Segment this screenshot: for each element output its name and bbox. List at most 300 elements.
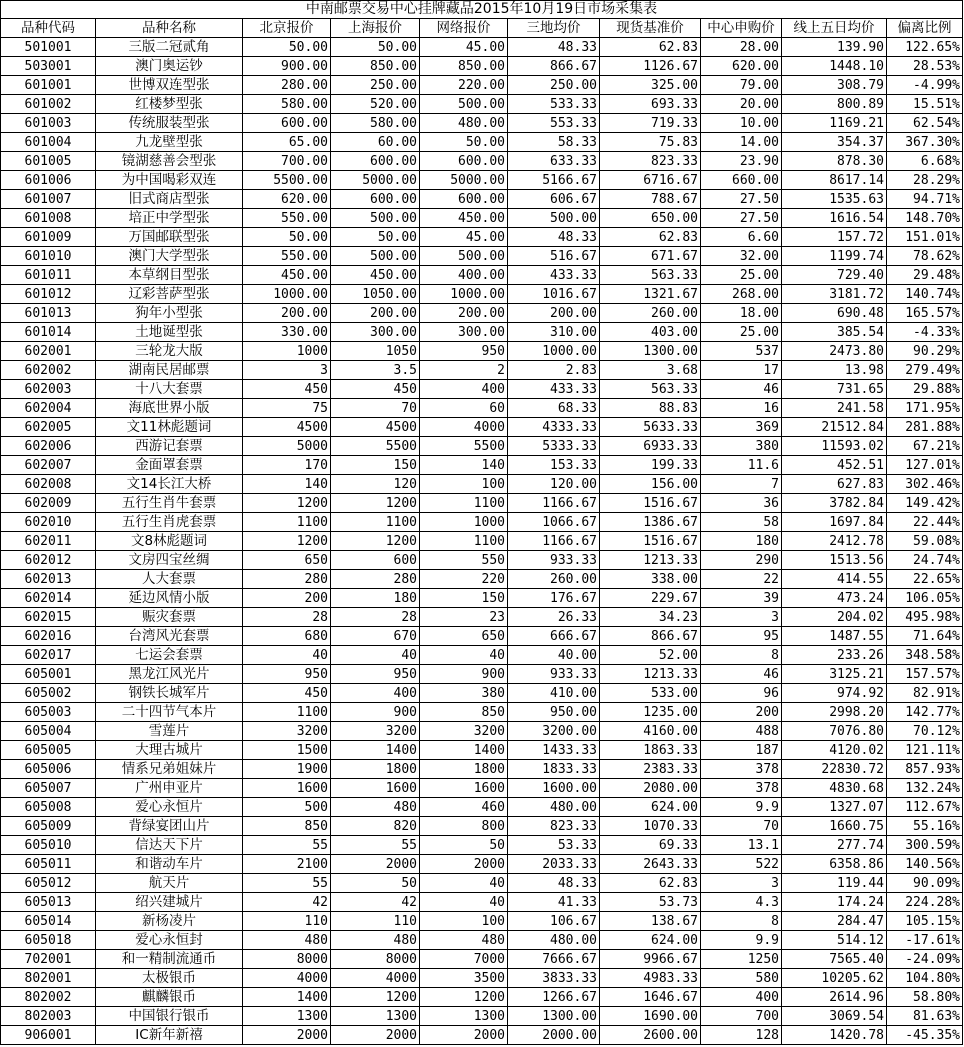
cell-center-purchase-price: 3	[701, 608, 782, 627]
cell-shanghai-price: 3200	[331, 722, 420, 741]
cell-center-purchase-price: 79.00	[701, 76, 782, 95]
cell-spot-base-price: 624.00	[600, 931, 701, 950]
cell-shanghai-price: 110	[331, 912, 420, 931]
cell-online-price: 300.00	[420, 323, 508, 342]
cell-online-5day-avg: 8617.14	[782, 171, 887, 190]
cell-shanghai-price: 50	[331, 874, 420, 893]
cell-online-5day-avg: 157.72	[782, 228, 887, 247]
cell-online-price: 1100	[420, 494, 508, 513]
cell-deviation-ratio: 90.09%	[887, 874, 963, 893]
cell-beijing-price: 42	[243, 893, 331, 912]
cell-spot-base-price: 2643.33	[600, 855, 701, 874]
cell-beijing-price: 1600	[243, 779, 331, 798]
cell-shanghai-price: 1800	[331, 760, 420, 779]
cell-deviation-ratio: 112.67%	[887, 798, 963, 817]
cell-online-5day-avg: 7565.40	[782, 950, 887, 969]
table-row	[1, 380, 963, 399]
cell-beijing-price: 450	[243, 380, 331, 399]
cell-name: 湖南民居邮票	[96, 361, 243, 380]
cell-center-purchase-price: 580	[701, 969, 782, 988]
cell-three-city-avg: 250.00	[508, 76, 600, 95]
cell-deviation-ratio: 302.46%	[887, 475, 963, 494]
table-row	[1, 190, 963, 209]
cell-online-5day-avg: 13.98	[782, 361, 887, 380]
table-row	[1, 703, 963, 722]
cell-online-price: 40	[420, 646, 508, 665]
cell-online-5day-avg: 354.37	[782, 133, 887, 152]
cell-beijing-price: 2100	[243, 855, 331, 874]
cell-center-purchase-price: 400	[701, 988, 782, 1007]
cell-online-price: 40	[420, 893, 508, 912]
cell-name: 文14长江大桥	[96, 475, 243, 494]
cell-center-purchase-price: 36	[701, 494, 782, 513]
cell-shanghai-price: 600.00	[331, 152, 420, 171]
cell-online-5day-avg: 204.02	[782, 608, 887, 627]
cell-online-price: 200.00	[420, 304, 508, 323]
cell-name: 万国邮联型张	[96, 228, 243, 247]
cell-name: 绍兴建城片	[96, 893, 243, 912]
table-row	[1, 1026, 963, 1045]
cell-online-price: 460	[420, 798, 508, 817]
cell-shanghai-price: 5500	[331, 437, 420, 456]
cell-name: 中国银行银币	[96, 1007, 243, 1026]
cell-center-purchase-price: 6.60	[701, 228, 782, 247]
cell-beijing-price: 55	[243, 874, 331, 893]
cell-spot-base-price: 260.00	[600, 304, 701, 323]
cell-online-5day-avg: 174.24	[782, 893, 887, 912]
cell-beijing-price: 550.00	[243, 209, 331, 228]
cell-name: 延边风情小版	[96, 589, 243, 608]
cell-name: 金面罩套票	[96, 456, 243, 475]
cell-shanghai-price: 3.5	[331, 361, 420, 380]
cell-three-city-avg: 410.00	[508, 684, 600, 703]
cell-three-city-avg: 533.33	[508, 95, 600, 114]
cell-online-5day-avg: 731.65	[782, 380, 887, 399]
cell-online-5day-avg: 4830.68	[782, 779, 887, 798]
table-row	[1, 38, 963, 57]
cell-three-city-avg: 2.83	[508, 361, 600, 380]
cell-three-city-avg: 48.33	[508, 38, 600, 57]
cell-deviation-ratio: 149.42%	[887, 494, 963, 513]
cell-deviation-ratio: 495.98%	[887, 608, 963, 627]
cell-center-purchase-price: 3	[701, 874, 782, 893]
cell-deviation-ratio: 28.53%	[887, 57, 963, 76]
cell-three-city-avg: 176.67	[508, 589, 600, 608]
cell-deviation-ratio: 94.71%	[887, 190, 963, 209]
cell-name: IC新年新禧	[96, 1026, 243, 1045]
cell-name: 台湾风光套票	[96, 627, 243, 646]
cell-beijing-price: 50.00	[243, 38, 331, 57]
cell-name: 十八大套票	[96, 380, 243, 399]
cell-name: 麒麟银币	[96, 988, 243, 1007]
cell-deviation-ratio: -45.35%	[887, 1026, 963, 1045]
cell-code: 802001	[1, 969, 96, 988]
cell-code: 602010	[1, 513, 96, 532]
cell-deviation-ratio: 132.24%	[887, 779, 963, 798]
cell-beijing-price: 280.00	[243, 76, 331, 95]
cell-name: 三轮龙大版	[96, 342, 243, 361]
cell-center-purchase-price: 268.00	[701, 285, 782, 304]
cell-center-purchase-price: 180	[701, 532, 782, 551]
cell-deviation-ratio: 62.54%	[887, 114, 963, 133]
cell-beijing-price: 28	[243, 608, 331, 627]
table-row	[1, 874, 963, 893]
cell-deviation-ratio: -17.61%	[887, 931, 963, 950]
cell-beijing-price: 330.00	[243, 323, 331, 342]
cell-deviation-ratio: 81.63%	[887, 1007, 963, 1026]
cell-beijing-price: 950	[243, 665, 331, 684]
table-row	[1, 133, 963, 152]
cell-center-purchase-price: 9.9	[701, 931, 782, 950]
cell-online-5day-avg: 2473.80	[782, 342, 887, 361]
cell-beijing-price: 170	[243, 456, 331, 475]
column-header-online-price: 网络报价	[420, 19, 508, 38]
cell-center-purchase-price: 20.00	[701, 95, 782, 114]
cell-three-city-avg: 553.33	[508, 114, 600, 133]
cell-code: 501001	[1, 38, 96, 57]
cell-online-price: 1300	[420, 1007, 508, 1026]
column-header-three-city-avg: 三地均价	[508, 19, 600, 38]
cell-spot-base-price: 199.33	[600, 456, 701, 475]
cell-three-city-avg: 1300.00	[508, 1007, 600, 1026]
cell-spot-base-price: 75.83	[600, 133, 701, 152]
table-row	[1, 950, 963, 969]
cell-spot-base-price: 671.67	[600, 247, 701, 266]
cell-deviation-ratio: 165.57%	[887, 304, 963, 323]
cell-spot-base-price: 866.67	[600, 627, 701, 646]
cell-online-5day-avg: 414.55	[782, 570, 887, 589]
cell-shanghai-price: 670	[331, 627, 420, 646]
cell-code: 602012	[1, 551, 96, 570]
cell-code: 601009	[1, 228, 96, 247]
cell-spot-base-price: 6933.33	[600, 437, 701, 456]
cell-center-purchase-price: 380	[701, 437, 782, 456]
cell-shanghai-price: 1050	[331, 342, 420, 361]
cell-deviation-ratio: 140.56%	[887, 855, 963, 874]
cell-online-5day-avg: 974.92	[782, 684, 887, 703]
cell-name: 文11林彪题词	[96, 418, 243, 437]
cell-center-purchase-price: 70	[701, 817, 782, 836]
cell-three-city-avg: 950.00	[508, 703, 600, 722]
cell-center-purchase-price: 187	[701, 741, 782, 760]
cell-name: 土地诞型张	[96, 323, 243, 342]
cell-beijing-price: 450	[243, 684, 331, 703]
cell-name: 红楼梦型张	[96, 95, 243, 114]
cell-shanghai-price: 1200	[331, 532, 420, 551]
cell-spot-base-price: 4160.00	[600, 722, 701, 741]
cell-beijing-price: 5000	[243, 437, 331, 456]
cell-spot-base-price: 1646.67	[600, 988, 701, 1007]
cell-code: 602008	[1, 475, 96, 494]
cell-online-price: 23	[420, 608, 508, 627]
cell-online-price: 1800	[420, 760, 508, 779]
cell-online-price: 5000.00	[420, 171, 508, 190]
cell-code: 605012	[1, 874, 96, 893]
cell-online-5day-avg: 1420.78	[782, 1026, 887, 1045]
cell-deviation-ratio: 122.65%	[887, 38, 963, 57]
cell-online-price: 100	[420, 475, 508, 494]
cell-code: 601010	[1, 247, 96, 266]
cell-spot-base-price: 1126.67	[600, 57, 701, 76]
table-row	[1, 114, 963, 133]
cell-deviation-ratio: -24.09%	[887, 950, 963, 969]
cell-spot-base-price: 156.00	[600, 475, 701, 494]
cell-three-city-avg: 68.33	[508, 399, 600, 418]
table-row	[1, 361, 963, 380]
cell-deviation-ratio: 127.01%	[887, 456, 963, 475]
cell-shanghai-price: 2000	[331, 855, 420, 874]
cell-code: 605014	[1, 912, 96, 931]
cell-shanghai-price: 5000.00	[331, 171, 420, 190]
cell-name: 辽彩菩萨型张	[96, 285, 243, 304]
cell-code: 602009	[1, 494, 96, 513]
table-row	[1, 95, 963, 114]
cell-deviation-ratio: 300.59%	[887, 836, 963, 855]
cell-online-5day-avg: 4120.02	[782, 741, 887, 760]
cell-online-5day-avg: 1169.21	[782, 114, 887, 133]
cell-online-price: 1000	[420, 513, 508, 532]
cell-online-5day-avg: 514.12	[782, 931, 887, 950]
cell-name: 信达天下片	[96, 836, 243, 855]
cell-shanghai-price: 820	[331, 817, 420, 836]
cell-center-purchase-price: 17	[701, 361, 782, 380]
cell-spot-base-price: 650.00	[600, 209, 701, 228]
cell-online-5day-avg: 1199.74	[782, 247, 887, 266]
table-row	[1, 969, 963, 988]
cell-three-city-avg: 866.67	[508, 57, 600, 76]
cell-beijing-price: 1100	[243, 703, 331, 722]
cell-code: 605013	[1, 893, 96, 912]
cell-online-price: 100	[420, 912, 508, 931]
cell-beijing-price: 1200	[243, 494, 331, 513]
cell-deviation-ratio: 157.57%	[887, 665, 963, 684]
cell-center-purchase-price: 8	[701, 646, 782, 665]
cell-three-city-avg: 53.33	[508, 836, 600, 855]
cell-shanghai-price: 40	[331, 646, 420, 665]
cell-online-price: 1000.00	[420, 285, 508, 304]
cell-spot-base-price: 2080.00	[600, 779, 701, 798]
cell-three-city-avg: 40.00	[508, 646, 600, 665]
cell-online-5day-avg: 3069.54	[782, 1007, 887, 1026]
cell-spot-base-price: 34.23	[600, 608, 701, 627]
cell-deviation-ratio: 82.91%	[887, 684, 963, 703]
cell-beijing-price: 650	[243, 551, 331, 570]
table-row	[1, 285, 963, 304]
table-row	[1, 266, 963, 285]
cell-beijing-price: 500	[243, 798, 331, 817]
table-row	[1, 627, 963, 646]
cell-spot-base-price: 1300.00	[600, 342, 701, 361]
cell-code: 601003	[1, 114, 96, 133]
cell-online-5day-avg: 473.24	[782, 589, 887, 608]
cell-three-city-avg: 933.33	[508, 551, 600, 570]
table-row	[1, 722, 963, 741]
cell-name: 情系兄弟姐妹片	[96, 760, 243, 779]
cell-center-purchase-price: 27.50	[701, 209, 782, 228]
cell-name: 雪莲片	[96, 722, 243, 741]
cell-beijing-price: 110	[243, 912, 331, 931]
cell-online-price: 480.00	[420, 114, 508, 133]
cell-code: 601011	[1, 266, 96, 285]
table-row	[1, 323, 963, 342]
cell-spot-base-price: 403.00	[600, 323, 701, 342]
cell-shanghai-price: 1100	[331, 513, 420, 532]
cell-center-purchase-price: 522	[701, 855, 782, 874]
table-row	[1, 779, 963, 798]
cell-shanghai-price: 450.00	[331, 266, 420, 285]
cell-shanghai-price: 580.00	[331, 114, 420, 133]
cell-three-city-avg: 480.00	[508, 798, 600, 817]
cell-online-price: 480	[420, 931, 508, 950]
cell-center-purchase-price: 46	[701, 665, 782, 684]
cell-center-purchase-price: 4.3	[701, 893, 782, 912]
table-row	[1, 760, 963, 779]
cell-name: 澳门奥运钞	[96, 57, 243, 76]
cell-beijing-price: 900.00	[243, 57, 331, 76]
cell-online-price: 4000	[420, 418, 508, 437]
cell-three-city-avg: 1600.00	[508, 779, 600, 798]
cell-online-5day-avg: 6358.86	[782, 855, 887, 874]
table-row	[1, 209, 963, 228]
cell-name: 黑龙江风光片	[96, 665, 243, 684]
cell-name: 狗年小型张	[96, 304, 243, 323]
table-row	[1, 684, 963, 703]
cell-three-city-avg: 3200.00	[508, 722, 600, 741]
cell-center-purchase-price: 620.00	[701, 57, 782, 76]
cell-online-5day-avg: 1487.55	[782, 627, 887, 646]
cell-shanghai-price: 120	[331, 475, 420, 494]
cell-code: 605018	[1, 931, 96, 950]
cell-spot-base-price: 1321.67	[600, 285, 701, 304]
cell-three-city-avg: 41.33	[508, 893, 600, 912]
sheet-title: 中南邮票交易中心挂牌藏品2015年10月19日市场采集表	[1, 1, 963, 19]
cell-beijing-price: 1500	[243, 741, 331, 760]
cell-three-city-avg: 2000.00	[508, 1026, 600, 1045]
cell-name: 为中国喝彩双连	[96, 171, 243, 190]
cell-online-5day-avg: 284.47	[782, 912, 887, 931]
cell-three-city-avg: 48.33	[508, 874, 600, 893]
table-row	[1, 855, 963, 874]
cell-beijing-price: 4000	[243, 969, 331, 988]
cell-spot-base-price: 62.83	[600, 874, 701, 893]
cell-shanghai-price: 300.00	[331, 323, 420, 342]
cell-online-price: 600.00	[420, 152, 508, 171]
cell-online-price: 3200	[420, 722, 508, 741]
cell-beijing-price: 680	[243, 627, 331, 646]
cell-spot-base-price: 1213.33	[600, 551, 701, 570]
cell-deviation-ratio: 24.74%	[887, 551, 963, 570]
table-row	[1, 152, 963, 171]
cell-deviation-ratio: 59.08%	[887, 532, 963, 551]
cell-deviation-ratio: 142.77%	[887, 703, 963, 722]
cell-beijing-price: 580.00	[243, 95, 331, 114]
cell-code: 702001	[1, 950, 96, 969]
cell-online-5day-avg: 1327.07	[782, 798, 887, 817]
cell-code: 605011	[1, 855, 96, 874]
cell-shanghai-price: 55	[331, 836, 420, 855]
cell-center-purchase-price: 58	[701, 513, 782, 532]
cell-center-purchase-price: 18.00	[701, 304, 782, 323]
cell-shanghai-price: 850.00	[331, 57, 420, 76]
cell-center-purchase-price: 22	[701, 570, 782, 589]
cell-online-price: 380	[420, 684, 508, 703]
cell-online-5day-avg: 729.40	[782, 266, 887, 285]
table-row	[1, 342, 963, 361]
cell-shanghai-price: 2000	[331, 1026, 420, 1045]
column-header-spot-base-price: 现货基准价	[600, 19, 701, 38]
cell-three-city-avg: 7666.67	[508, 950, 600, 969]
cell-spot-base-price: 9966.67	[600, 950, 701, 969]
table-row	[1, 988, 963, 1007]
cell-beijing-price: 200	[243, 589, 331, 608]
cell-online-price: 45.00	[420, 38, 508, 57]
cell-three-city-avg: 200.00	[508, 304, 600, 323]
cell-beijing-price: 480	[243, 931, 331, 950]
cell-shanghai-price: 70	[331, 399, 420, 418]
cell-code: 601013	[1, 304, 96, 323]
cell-center-purchase-price: 660.00	[701, 171, 782, 190]
cell-deviation-ratio: 121.11%	[887, 741, 963, 760]
cell-spot-base-price: 325.00	[600, 76, 701, 95]
cell-deviation-ratio: 29.48%	[887, 266, 963, 285]
cell-spot-base-price: 53.73	[600, 893, 701, 912]
cell-online-price: 1100	[420, 532, 508, 551]
cell-shanghai-price: 50.00	[331, 228, 420, 247]
cell-code: 802002	[1, 988, 96, 1007]
cell-shanghai-price: 1300	[331, 1007, 420, 1026]
cell-beijing-price: 140	[243, 475, 331, 494]
cell-spot-base-price: 88.83	[600, 399, 701, 418]
cell-spot-base-price: 3.68	[600, 361, 701, 380]
cell-shanghai-price: 400	[331, 684, 420, 703]
table-row	[1, 665, 963, 684]
cell-beijing-price: 450.00	[243, 266, 331, 285]
cell-name: 广州申亚片	[96, 779, 243, 798]
cell-beijing-price: 55	[243, 836, 331, 855]
cell-name: 世博双连型张	[96, 76, 243, 95]
cell-online-price: 600.00	[420, 190, 508, 209]
cell-spot-base-price: 62.83	[600, 38, 701, 57]
cell-spot-base-price: 823.33	[600, 152, 701, 171]
cell-three-city-avg: 606.67	[508, 190, 600, 209]
cell-deviation-ratio: 29.88%	[887, 380, 963, 399]
cell-center-purchase-price: 46	[701, 380, 782, 399]
table-row	[1, 247, 963, 266]
cell-online-price: 2000	[420, 855, 508, 874]
cell-three-city-avg: 1066.67	[508, 513, 600, 532]
cell-spot-base-price: 1213.33	[600, 665, 701, 684]
cell-beijing-price: 8000	[243, 950, 331, 969]
cell-online-5day-avg: 878.30	[782, 152, 887, 171]
cell-center-purchase-price: 28.00	[701, 38, 782, 57]
cell-name: 文8林彪题词	[96, 532, 243, 551]
cell-deviation-ratio: 15.51%	[887, 95, 963, 114]
cell-deviation-ratio: 224.28%	[887, 893, 963, 912]
cell-online-price: 400	[420, 380, 508, 399]
table-row	[1, 570, 963, 589]
cell-deviation-ratio: 140.74%	[887, 285, 963, 304]
cell-beijing-price: 5500.00	[243, 171, 331, 190]
table-row	[1, 741, 963, 760]
cell-center-purchase-price: 369	[701, 418, 782, 437]
cell-three-city-avg: 310.00	[508, 323, 600, 342]
cell-beijing-price: 1000.00	[243, 285, 331, 304]
column-header-shanghai-price: 上海报价	[331, 19, 420, 38]
cell-online-5day-avg: 277.74	[782, 836, 887, 855]
table-row	[1, 171, 963, 190]
header-row	[1, 19, 963, 38]
cell-beijing-price: 200.00	[243, 304, 331, 323]
